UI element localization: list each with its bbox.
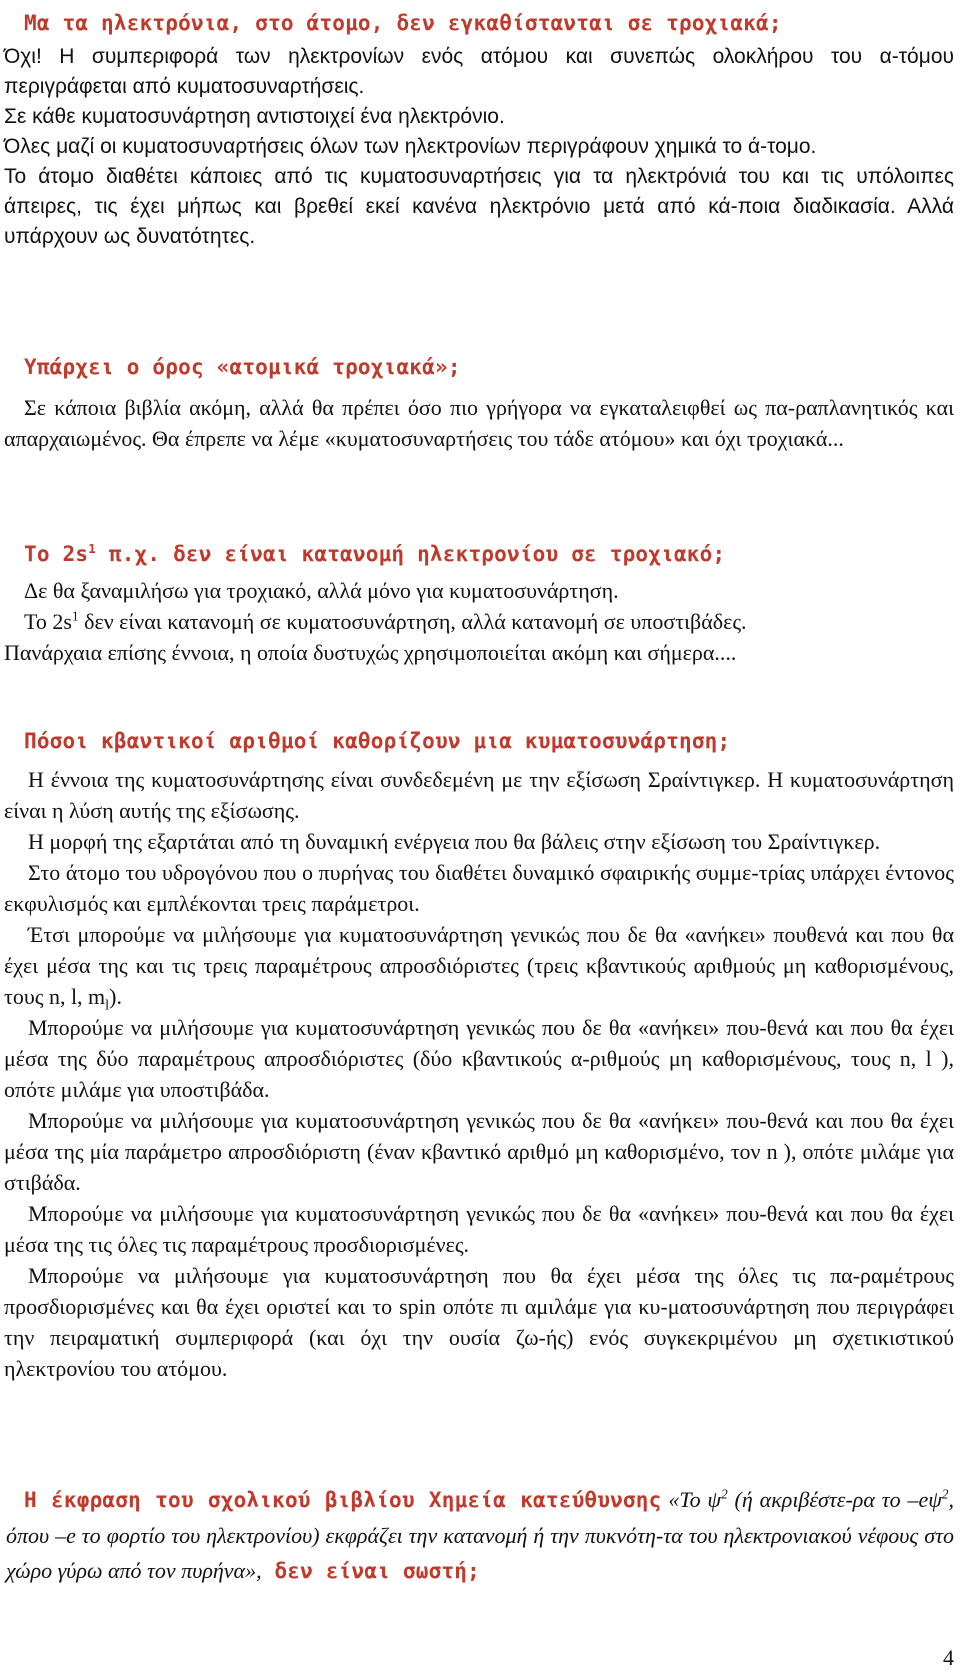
section-quantum-numbers	[0, 724, 960, 1384]
paragraph: Το $2s^1$ δεν είναι κατανομή σε κυματοσυνάρτηση, αλλά κατανομή σε υποστιβάδες.	[24, 608, 747, 634]
section-textbook-expression	[0, 1482, 960, 1589]
section-body	[0, 575, 960, 668]
paragraph: Δε θα ξαναμιλήσω για τροχιακό, αλλά μόνο για κυματοσυνάρτηση.	[24, 578, 619, 603]
section-heading: Πόσοι κβαντικοί αριθμοί καθορίζουν μια κυματοσυνάρτηση;	[24, 729, 731, 753]
paragraph: Στο άτομο του υδρογόνου που ο πυρήνας του διαθέτει δυναμικό σφαιρικής συμμε-τρίας υπάρχει έντονος εκφυλισμός και εμπλέκονται τρεις παράμετροι.	[4, 860, 954, 916]
paragraph: Η έννοια της κυματοσυνάρτησης είναι συνδεδεμένη με την εξίσωση Σραίντιγκερ. Η κυματοσυνάρτηση είναι η λύση αυτής της εξίσωσης.	[4, 767, 954, 823]
paragraph	[0, 1482, 960, 1589]
section-body	[0, 764, 960, 1384]
paragraph: Μπορούμε να μιλήσουμε για κυματοσυνάρτηση γενικώς που δε θα «ανήκει» που-θενά και που θα έχει μέσα της μία παράμετρο απροσδιόριστη (έναν κβαντικό αριθμό μη καθορισμένο, τον n ), οπότε μιλάμε για στιβάδα.	[4, 1108, 954, 1195]
paragraph: Όλες μαζί οι κυματοσυναρτήσεις όλων των ηλεκτρονίων περιγράφουν χημικά το ά-τομο.	[4, 135, 817, 158]
paragraph: Πανάρχαια επίσης έννοια, η οποία δυστυχώς χρησιμοποιείται ακόμη και σήμερα....	[4, 640, 737, 665]
section-electrons-orbitals	[0, 6, 960, 252]
section-heading: Το $2s^1$ π.χ. δεν είναι κατανομή ηλεκτρονίου σε τροχιακό;	[24, 541, 726, 566]
bold-lead: Η έκφραση του σχολικού βιβλίου Χημεία κατεύθυνσης	[24, 1488, 662, 1512]
paragraph: Μπορούμε να μιλήσουμε για κυματοσυνάρτηση γενικώς που δε θα «ανήκει» που-θενά και που θα έχει μέσα της τις όλες τις παραμέτρους προσδιορισμένες.	[4, 1201, 954, 1257]
paragraph: Σε κάποια βιβλία ακόμη, αλλά θα πρέπει όσο πιο γρήγορα να εγκαταλειφθεί ως πα-ραπλανητικός και απαρχαιωμένος. Θα έπρεπε να λέμε «κυματοσυναρτήσεις του τάδε ατόμου» και όχι τροχιακά...	[4, 395, 954, 451]
section-body	[0, 42, 960, 252]
section-heading: Υπάρχει ο όρος «ατομικά τροχιακά»;	[24, 355, 461, 379]
section-2s1	[0, 537, 960, 668]
quote: «Το $\psi^2$ (ή ακριβέστε-ρα το $-e\psi^2$, όπου –e το φορτίο του ηλεκτρονίου) εκφράζει την κατανομή ή την πυκνότη-τα του ηλεκτρονιακού νέφους στο χώρο γύρω από τον πυρήνα»,	[6, 1486, 954, 1583]
paragraph: Μπορούμε να μιλήσουμε για κυματοσυνάρτηση που θα έχει μέσα της όλες τις πα-ραμέτρους προσδιορισμένες και θα έχει οριστεί και το spin οπότε πι αμιλάμε για κυ-ματοσυνάρτηση που περιγράφει την πειραματική συμπεριφορά (και όχι την ουσία ζω-ής) ενός συγκεκριμένου μη σχετικιστικού ηλεκτρονίου του ατόμου.	[4, 1263, 954, 1381]
section-heading: Μα τα ηλεκτρόνια, στο άτομο, δεν εγκαθίστανται σε τροχιακά;	[24, 11, 782, 35]
bold-tail: δεν είναι σωστή;	[261, 1559, 480, 1583]
page-number: 4	[943, 1645, 954, 1670]
paragraph: Σε κάθε κυματοσυνάρτηση αντιστοιχεί ένα ηλεκτρόνιο.	[4, 105, 505, 128]
paragraph: Η μορφή της εξαρτάται από τη δυναμική ενέργεια που θα βάλεις στην εξίσωση του Σραίντιγκερ.	[28, 829, 881, 854]
paragraph: Το άτομο διαθέτει κάποιες από τις κυματοσυναρτήσεις για τα ηλεκτρόνιά του και τις υπόλοιπες άπειρες, τις έχει μήπως και βρεθεί εκεί κανένα ηλεκτρόνιο μετά από κά-ποια διαδικασία. Αλλά υπάρχουν ως δυνατότητες.	[4, 165, 954, 248]
section-atomic-orbitals-term	[0, 350, 960, 454]
paragraph: Έτσι μπορούμε να μιλήσουμε για κυματοσυνάρτηση γενικώς που δε θα «ανήκει» πουθενά και που θα έχει μέσα της και τις τρεις παραμέτρους απροσδιόριστες (τρεις κβαντικούς αριθμούς μη καθορισμένους, τους n, l, $m_l$).	[4, 922, 954, 1014]
paragraph: Μπορούμε να μιλήσουμε για κυματοσυνάρτηση γενικώς που δε θα «ανήκει» που-θενά και που θα έχει μέσα της δύο παραμέτρους απροσδιόριστες (δύο κβαντικούς α-ριθμούς μη καθορισμένους, τους n, l ), οπότε μιλάμε για υποστιβάδα.	[4, 1015, 954, 1102]
section-body	[0, 392, 960, 454]
paragraph: Όχι! Η συμπεριφορά των ηλεκτρονίων ενός ατόμου και συνεπώς ολοκλήρου του α-τόμου περιγράφεται από κυματοσυναρτήσεις.	[4, 45, 954, 98]
